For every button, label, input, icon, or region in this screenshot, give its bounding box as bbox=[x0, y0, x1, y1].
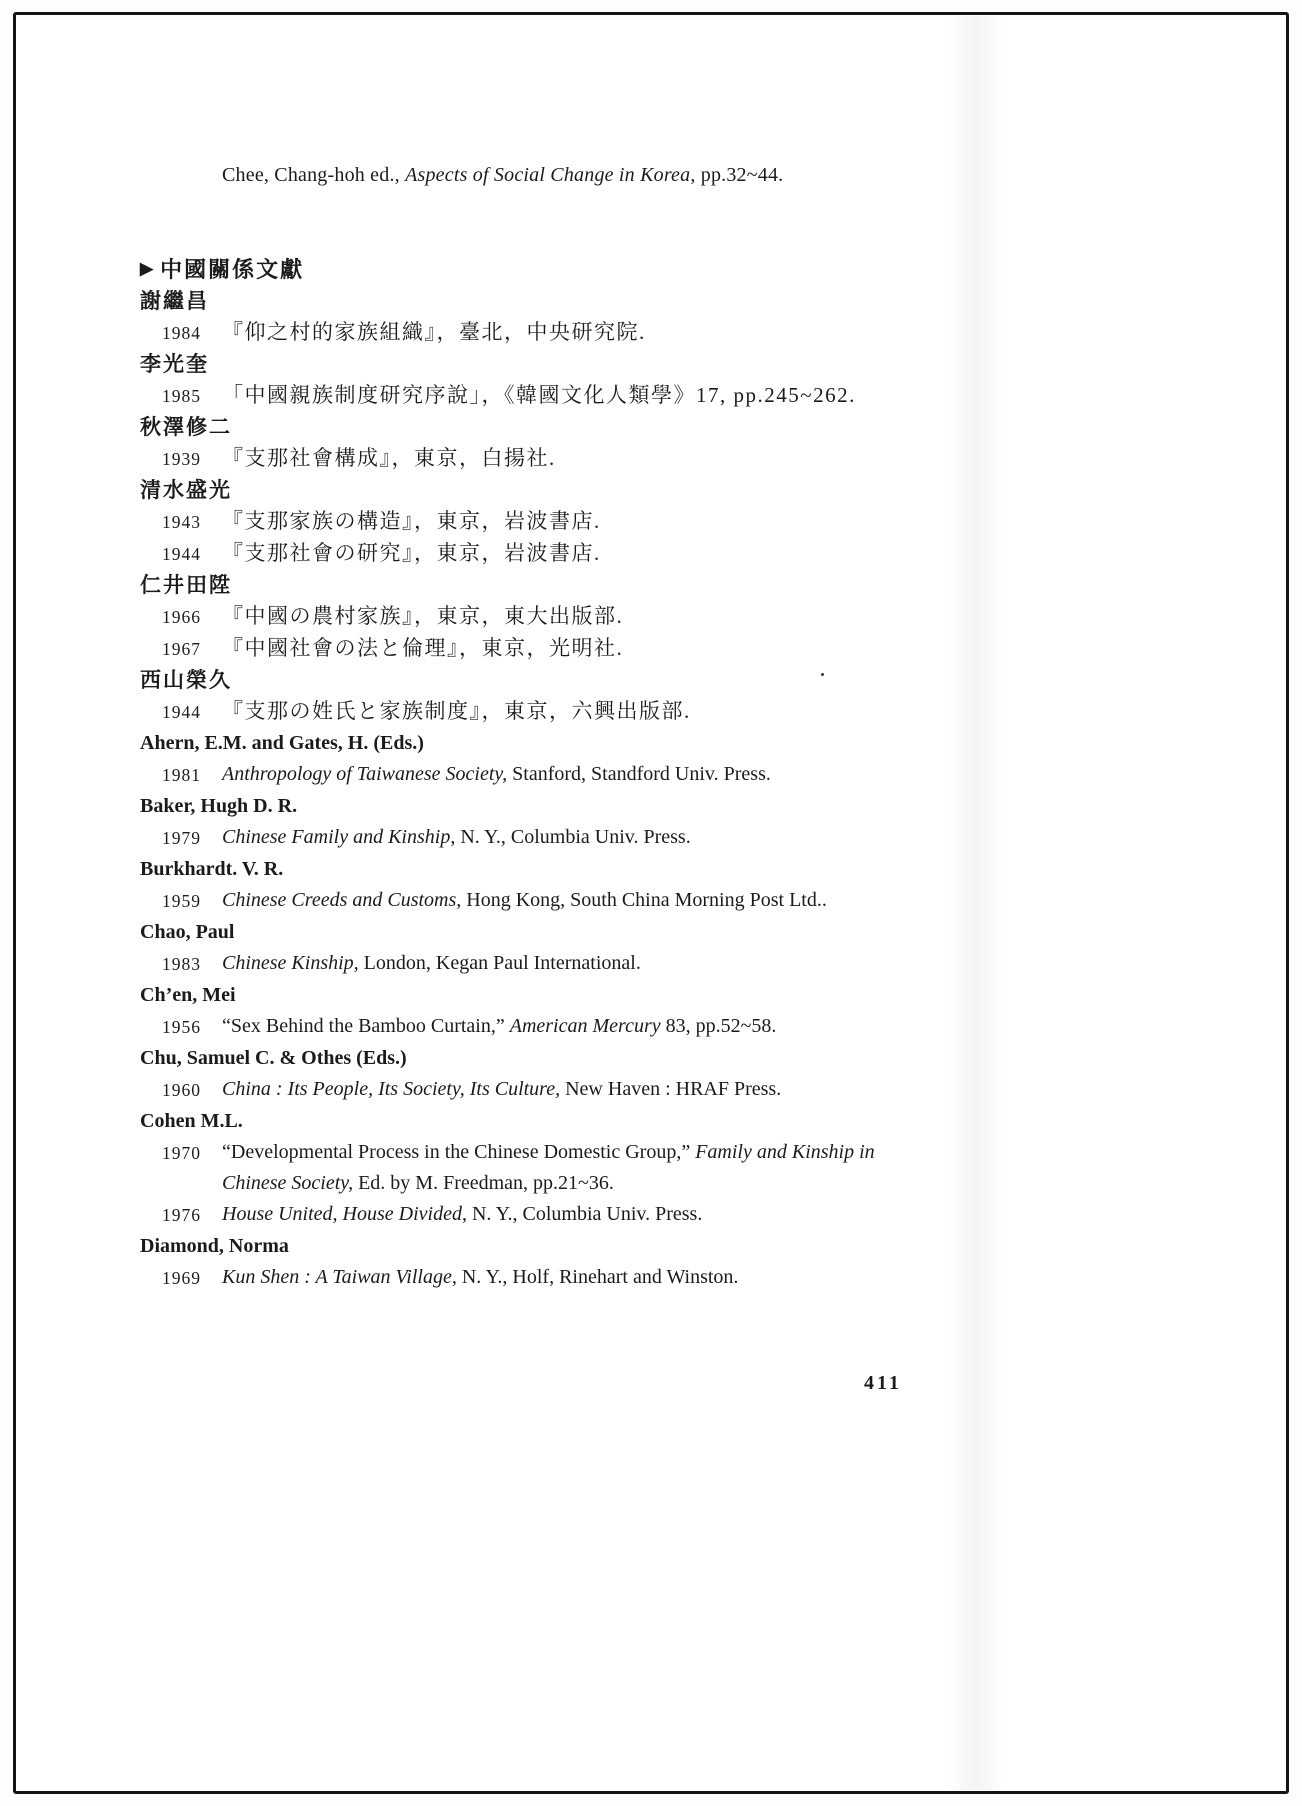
work-title-text: Kun Shen : A Taiwan Village, bbox=[222, 1266, 457, 1288]
entry-text: Ed. by M. Freedman, pp.21~36. bbox=[353, 1172, 614, 1194]
entry-body bbox=[222, 633, 623, 665]
work-title-text: Chinese Family and Kinship bbox=[222, 826, 451, 848]
continuation-line bbox=[140, 160, 1302, 190]
entry-text: New Haven : HRAF Press. bbox=[560, 1078, 782, 1100]
entry-body bbox=[222, 1262, 738, 1294]
entry-text: 『支那家族の構造』，東京，岩波書店. bbox=[222, 509, 601, 533]
entry-text: Stanford, Standford Univ. Press. bbox=[507, 763, 771, 785]
entry-body bbox=[222, 506, 601, 538]
work-title-text: Chinese Kinship, bbox=[222, 952, 359, 974]
work-title-text: Anthropology of Taiwanese Society, bbox=[222, 763, 508, 785]
author-heading: Diamond, Norma bbox=[140, 1235, 289, 1257]
bibliography-entry bbox=[140, 601, 1302, 633]
entry-text: , N. Y., Columbia Univ. Press. bbox=[450, 826, 691, 848]
entry-text: 『支那社會構成』，東京，白揚社. bbox=[222, 446, 556, 470]
entry-body bbox=[222, 822, 691, 854]
bibliography-entry bbox=[140, 1137, 1302, 1199]
entry-year: 1939 bbox=[162, 449, 201, 469]
entry-text: 『中國の農村家族』，東京，東大出版部. bbox=[222, 604, 624, 628]
author-heading: 秋澤修二 bbox=[140, 415, 232, 439]
entry-text: , N. Y., Columbia Univ. Press. bbox=[461, 1203, 703, 1225]
section-header bbox=[140, 254, 1302, 285]
entry-text: “Developmental Process in the Chinese Domestic Group,” bbox=[222, 1141, 696, 1163]
entry-year: 1956 bbox=[162, 1017, 201, 1037]
entry-body bbox=[222, 1011, 776, 1043]
bibliography-entry bbox=[140, 380, 1302, 412]
bibliography-entry bbox=[140, 1262, 1302, 1294]
entry-year: 1966 bbox=[162, 607, 201, 627]
entry-body bbox=[222, 696, 691, 728]
author-heading: 清水盛光 bbox=[140, 478, 232, 502]
entry-body bbox=[222, 601, 623, 633]
bibliography-entry bbox=[140, 885, 1302, 917]
bibliography-entry bbox=[140, 538, 1302, 570]
entry-text: Hong Kong, South China Morning Post Ltd.. bbox=[461, 889, 827, 911]
work-title-text: Aspects of Social Change in Korea bbox=[405, 164, 691, 186]
entry-text: 83, pp.52~58. bbox=[660, 1015, 777, 1037]
entry-body bbox=[222, 538, 601, 570]
bibliography-entry bbox=[140, 633, 1302, 665]
entry-body bbox=[222, 380, 856, 412]
entry-text: 「中國親族制度研究序說」，《韓國文化人類學》17, pp.245~262. bbox=[222, 383, 856, 407]
entry-year: 1979 bbox=[162, 828, 201, 848]
entry-year: 1944 bbox=[162, 544, 201, 564]
entry-text: , pp.32~44. bbox=[690, 164, 784, 186]
work-title-text: American Mercury bbox=[509, 1015, 661, 1037]
author-heading: Chao, Paul bbox=[140, 921, 235, 943]
work-title-text: China : Its People, Its Society, Its Culture, bbox=[222, 1078, 561, 1100]
scan-artifact-dot bbox=[821, 673, 824, 676]
entry-body bbox=[222, 885, 827, 917]
entry-body bbox=[222, 1137, 930, 1199]
entry-year: 1943 bbox=[162, 512, 201, 532]
author-heading: Chu, Samuel C. & Othes (Eds.) bbox=[140, 1047, 407, 1069]
author-heading: Baker, Hugh D. R. bbox=[140, 795, 298, 817]
entry-text: 『中國社會の法と倫理』，東京，光明社. bbox=[222, 636, 624, 660]
bibliography-entry bbox=[140, 1011, 1302, 1043]
entry-text: “Sex Behind the Bamboo Curtain,” bbox=[222, 1015, 510, 1037]
work-title-text: Chinese Creeds and Customs, bbox=[222, 889, 462, 911]
entry-year: 1960 bbox=[162, 1080, 201, 1100]
author-heading: 仁井田陞 bbox=[140, 573, 232, 597]
author-heading: Ahern, E.M. and Gates, H. (Eds.) bbox=[140, 732, 424, 754]
entry-text: 『支那社會の研究』，東京，岩波書店. bbox=[222, 541, 601, 565]
bibliography-entry bbox=[140, 506, 1302, 538]
entry-year: 1970 bbox=[162, 1143, 201, 1163]
entry-year: 1981 bbox=[162, 765, 201, 785]
entry-year: 1976 bbox=[162, 1205, 201, 1225]
author-heading: 李光奎 bbox=[140, 352, 209, 376]
entry-text: N. Y., Holf, Rinehart and Winston. bbox=[456, 1266, 739, 1288]
bibliography-entry bbox=[140, 948, 1302, 980]
entry-text: 『仰之村的家族組織』，臺北，中央研究院. bbox=[222, 320, 646, 344]
entry-text: 『支那の姓氏と家族制度』，東京，六興出版部. bbox=[222, 699, 691, 723]
section-title: 中國關係文獻 bbox=[160, 257, 305, 282]
work-title-text: House United, House Divided bbox=[222, 1203, 462, 1225]
entry-year: 1984 bbox=[162, 323, 201, 343]
author-heading: Ch’en, Mei bbox=[140, 984, 236, 1006]
entry-body bbox=[222, 443, 556, 475]
entry-body bbox=[222, 317, 646, 349]
page-number: 411 bbox=[864, 1372, 902, 1394]
entry-year: 1967 bbox=[162, 639, 201, 659]
entry-body bbox=[222, 759, 771, 791]
entry-body bbox=[222, 948, 641, 980]
author-heading: 西山榮久 bbox=[140, 668, 232, 692]
entry-year: 1959 bbox=[162, 891, 201, 911]
author-heading: Burkhardt. V. R. bbox=[140, 858, 284, 880]
entry-year: 1985 bbox=[162, 386, 201, 406]
entry-body bbox=[222, 1199, 702, 1231]
bibliography-entry bbox=[140, 696, 1302, 728]
bibliography-entry bbox=[140, 443, 1302, 475]
bibliography-entry bbox=[140, 317, 1302, 349]
bibliography-list bbox=[140, 286, 1302, 1294]
entry-text: Chee, Chang-hoh ed., bbox=[222, 164, 406, 186]
entry-body bbox=[222, 1074, 781, 1106]
entry-text: London, Kegan Paul International. bbox=[358, 952, 641, 974]
bibliography-entry bbox=[140, 1074, 1302, 1106]
work-title-text: Family and Kinship in Chinese Society, bbox=[222, 1141, 875, 1194]
entry-year: 1969 bbox=[162, 1268, 201, 1288]
author-heading: 謝繼昌 bbox=[140, 289, 209, 313]
section-marker-icon: ▶ bbox=[140, 259, 154, 278]
entry-year: 1944 bbox=[162, 702, 201, 722]
entry-year: 1983 bbox=[162, 954, 201, 974]
bibliography-entry bbox=[140, 1199, 1302, 1231]
bibliography-entry bbox=[140, 759, 1302, 791]
bibliography-entry bbox=[140, 822, 1302, 854]
author-heading: Cohen M.L. bbox=[140, 1110, 243, 1132]
